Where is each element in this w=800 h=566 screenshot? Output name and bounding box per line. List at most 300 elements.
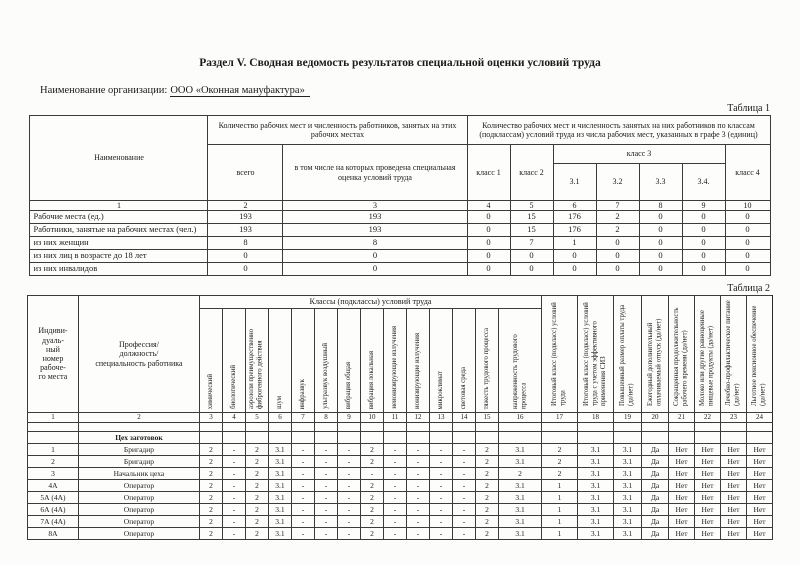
- empty-cell: [222, 432, 245, 444]
- column-number-cell: 4: [222, 413, 245, 423]
- empty-cell: [291, 432, 314, 444]
- vertical-label: Повышенный размер оплаты труда (да/нет): [619, 304, 635, 406]
- value-cell: -: [383, 468, 406, 480]
- table2-row: [27, 528, 772, 540]
- value-cell: 3.1: [268, 528, 291, 540]
- empty-cell: [498, 432, 541, 444]
- table1-row: [30, 224, 770, 237]
- value-cell: -: [337, 480, 360, 492]
- empty-cell: [27, 432, 78, 444]
- empty-cell: [747, 423, 773, 432]
- value-cell: 0: [682, 237, 725, 250]
- value-cell: Нет: [695, 444, 721, 456]
- section-row: [27, 432, 772, 444]
- profession-cell: Оператор: [78, 492, 199, 504]
- column-number-cell: 22: [695, 413, 721, 423]
- vertical-label: вибрация локальная: [367, 350, 375, 409]
- workplace-number-cell: 5А (4А): [27, 492, 78, 504]
- summary-table-1: [29, 115, 770, 276]
- value-cell: -: [429, 480, 452, 492]
- table1-header-total: всего: [208, 145, 283, 201]
- spacer-row: [27, 423, 772, 432]
- table1-header-assessed: в том числе на которых проведена специальная оценка условий труда: [283, 145, 467, 201]
- empty-cell: [669, 423, 695, 432]
- value-cell: Нет: [695, 528, 721, 540]
- table1-header-class3-sub: 3.2: [596, 164, 639, 201]
- factor-column-header: [314, 309, 337, 413]
- empty-cell: [429, 432, 452, 444]
- value-cell: 2: [245, 516, 268, 528]
- factor-column-header: [291, 309, 314, 413]
- page-title: Раздел V. Сводная ведомость результатов специальной оценки условий труда: [199, 57, 601, 69]
- value-cell: -: [291, 456, 314, 468]
- column-number-cell: 5: [510, 201, 553, 211]
- factor-column-header: [406, 309, 429, 413]
- value-cell: 1: [542, 516, 578, 528]
- value-cell: -: [452, 456, 475, 468]
- empty-cell: [78, 423, 199, 432]
- empty-cell: [542, 423, 578, 432]
- value-cell: 2: [245, 444, 268, 456]
- value-cell: 2: [360, 504, 383, 516]
- value-cell: -: [314, 468, 337, 480]
- value-cell: 3.1: [578, 480, 614, 492]
- table1-header-class3-sub: 3.4.: [682, 164, 725, 201]
- empty-cell: [669, 432, 695, 444]
- empty-cell: [721, 432, 747, 444]
- value-cell: Нет: [695, 468, 721, 480]
- column-number-cell: 14: [452, 413, 475, 423]
- value-cell: -: [314, 456, 337, 468]
- vertical-label: аэрозоли преимущественно фиброгенного действия: [248, 328, 264, 409]
- value-cell: Нет: [669, 528, 695, 540]
- value-cell: 176: [553, 224, 596, 237]
- value-cell: 3.1: [498, 528, 541, 540]
- value-cell: Нет: [721, 468, 747, 480]
- value-cell: 1: [542, 528, 578, 540]
- result-column-header: [642, 296, 669, 413]
- vertical-label: инфразвук: [298, 378, 306, 409]
- value-cell: -: [406, 444, 429, 456]
- value-cell: 2: [542, 456, 578, 468]
- table1-row: [30, 263, 770, 276]
- value-cell: -: [314, 492, 337, 504]
- value-cell: 2: [245, 456, 268, 468]
- value-cell: 2: [498, 468, 541, 480]
- value-cell: 0: [283, 263, 467, 276]
- value-cell: -: [383, 444, 406, 456]
- value-cell: Да: [642, 456, 669, 468]
- empty-cell: [452, 423, 475, 432]
- value-cell: 3.1: [614, 480, 642, 492]
- value-cell: -: [337, 456, 360, 468]
- table2-header-profession: Профессия/ должность/ специальность работника: [78, 296, 199, 413]
- value-cell: Да: [642, 480, 669, 492]
- value-cell: 1: [542, 480, 578, 492]
- value-cell: 3.1: [614, 528, 642, 540]
- profession-cell: Бригадир: [78, 456, 199, 468]
- value-cell: Нет: [669, 504, 695, 516]
- vertical-label: Ежегодный дополнительный оплачиваемый отпуск (да/нет): [646, 318, 663, 406]
- empty-cell: [291, 423, 314, 432]
- vertical-label: Итоговый класс (подкласс) условий труда с учетом эффективного применения СИЗ: [582, 302, 607, 406]
- value-cell: -: [222, 468, 245, 480]
- value-cell: 2: [542, 468, 578, 480]
- value-cell: Нет: [747, 444, 773, 456]
- column-number-cell: 23: [721, 413, 747, 423]
- value-cell: -: [429, 516, 452, 528]
- value-cell: 15: [510, 224, 553, 237]
- column-number-cell: 7: [291, 413, 314, 423]
- value-cell: -: [406, 456, 429, 468]
- value-cell: 1: [542, 492, 578, 504]
- value-cell: -: [452, 468, 475, 480]
- factor-column-header: [199, 309, 222, 413]
- value-cell: 3.1: [498, 492, 541, 504]
- value-cell: 0: [596, 250, 639, 263]
- factor-column-header: [383, 309, 406, 413]
- table2-caption: Таблица 2: [727, 283, 770, 294]
- value-cell: 0: [682, 250, 725, 263]
- vertical-label: химический: [206, 373, 214, 409]
- row-label-cell: Рабочие места (ед.): [30, 211, 208, 224]
- table2-row: [27, 444, 772, 456]
- value-cell: Нет: [747, 456, 773, 468]
- value-cell: 2: [475, 528, 498, 540]
- value-cell: 0: [725, 263, 770, 276]
- empty-cell: [406, 432, 429, 444]
- row-label-cell: из них женщин: [30, 237, 208, 250]
- vertical-label: ультразвук воздушный: [321, 343, 329, 409]
- value-cell: -: [429, 504, 452, 516]
- value-cell: 1: [542, 504, 578, 516]
- empty-cell: [578, 423, 614, 432]
- column-number-cell: 17: [542, 413, 578, 423]
- column-number-cell: 9: [337, 413, 360, 423]
- column-number-cell: 9: [682, 201, 725, 211]
- value-cell: -: [452, 444, 475, 456]
- column-number-cell: 7: [596, 201, 639, 211]
- value-cell: Нет: [721, 456, 747, 468]
- value-cell: 2: [360, 456, 383, 468]
- value-cell: 2: [245, 480, 268, 492]
- column-number-cell: 3: [283, 201, 467, 211]
- profession-cell: Оператор: [78, 528, 199, 540]
- result-column-header: [542, 296, 578, 413]
- value-cell: -: [406, 516, 429, 528]
- empty-cell: [695, 423, 721, 432]
- value-cell: 193: [208, 211, 283, 224]
- table1-row: [30, 250, 770, 263]
- value-cell: 3.1: [578, 468, 614, 480]
- empty-cell: [337, 432, 360, 444]
- value-cell: -: [452, 492, 475, 504]
- value-cell: 0: [639, 237, 682, 250]
- value-cell: -: [429, 456, 452, 468]
- workplace-number-cell: 7А (4А): [27, 516, 78, 528]
- organization-name: ООО «Оконная мануфактура»: [170, 85, 310, 97]
- empty-cell: [383, 423, 406, 432]
- value-cell: -: [337, 444, 360, 456]
- vertical-label: Итоговый класс (подкласс) условий труда: [551, 302, 567, 406]
- empty-cell: [314, 432, 337, 444]
- column-number-cell: 13: [429, 413, 452, 423]
- table2-row: [27, 516, 772, 528]
- column-number-cell: 16: [498, 413, 541, 423]
- empty-cell: [695, 432, 721, 444]
- value-cell: 0: [639, 211, 682, 224]
- value-cell: -: [337, 528, 360, 540]
- value-cell: Да: [642, 516, 669, 528]
- value-cell: 7: [510, 237, 553, 250]
- value-cell: 0: [553, 250, 596, 263]
- row-label-cell: из них инвалидов: [30, 263, 208, 276]
- empty-cell: [747, 432, 773, 444]
- empty-cell: [222, 423, 245, 432]
- value-cell: 3.1: [498, 504, 541, 516]
- value-cell: 2: [199, 516, 222, 528]
- table1-header-name: Наименование: [30, 116, 208, 201]
- workplace-number-cell: 6А (4А): [27, 504, 78, 516]
- value-cell: -: [406, 504, 429, 516]
- value-cell: 3.1: [578, 504, 614, 516]
- value-cell: 3.1: [614, 444, 642, 456]
- value-cell: Нет: [747, 516, 773, 528]
- column-number-cell: 2: [78, 413, 199, 423]
- value-cell: 3.1: [498, 516, 541, 528]
- value-cell: 2: [475, 504, 498, 516]
- value-cell: -: [383, 528, 406, 540]
- column-number-cell: 5: [245, 413, 268, 423]
- empty-cell: [337, 423, 360, 432]
- value-cell: Да: [642, 492, 669, 504]
- value-cell: 2: [199, 492, 222, 504]
- value-cell: 2: [596, 224, 639, 237]
- empty-cell: [429, 423, 452, 432]
- value-cell: 0: [467, 250, 510, 263]
- column-number-cell: 3: [199, 413, 222, 423]
- value-cell: 2: [199, 504, 222, 516]
- column-number-cell: 20: [642, 413, 669, 423]
- value-cell: 0: [596, 237, 639, 250]
- value-cell: 0: [682, 263, 725, 276]
- table1-header-class3-sub: 3.3: [639, 164, 682, 201]
- value-cell: 0: [467, 224, 510, 237]
- table2-row: [27, 456, 772, 468]
- value-cell: 3.1: [578, 516, 614, 528]
- value-cell: Да: [642, 504, 669, 516]
- value-cell: Нет: [721, 444, 747, 456]
- empty-cell: [475, 423, 498, 432]
- value-cell: 0: [467, 211, 510, 224]
- value-cell: 0: [510, 263, 553, 276]
- column-number-cell: 18: [578, 413, 614, 423]
- value-cell: Нет: [721, 480, 747, 492]
- vertical-label: неионизирующие излучения: [390, 326, 398, 409]
- value-cell: 0: [639, 250, 682, 263]
- value-cell: 2: [199, 456, 222, 468]
- table1-row: [30, 211, 770, 224]
- result-column-header: [695, 296, 721, 413]
- value-cell: 2: [360, 528, 383, 540]
- value-cell: Нет: [669, 456, 695, 468]
- value-cell: 2: [360, 480, 383, 492]
- column-number-cell: 1: [30, 201, 208, 211]
- value-cell: -: [222, 516, 245, 528]
- value-cell: 0: [208, 250, 283, 263]
- table1-header-class3: класс 3: [553, 145, 725, 164]
- empty-cell: [614, 423, 642, 432]
- value-cell: Да: [642, 528, 669, 540]
- table2-header-classes-group: Классы (подклассы) условий труда: [199, 296, 541, 309]
- value-cell: -: [383, 456, 406, 468]
- vertical-label: вибрация общая: [344, 361, 352, 409]
- value-cell: Нет: [721, 492, 747, 504]
- value-cell: 2: [245, 528, 268, 540]
- value-cell: 15: [510, 211, 553, 224]
- factor-column-header: [429, 309, 452, 413]
- column-number-cell: 2: [208, 201, 283, 211]
- vertical-label: Сокращенная продолжительность рабочего времени (да/нет): [673, 307, 689, 406]
- value-cell: 3.1: [578, 492, 614, 504]
- value-cell: 2: [475, 492, 498, 504]
- result-column-header: [578, 296, 614, 413]
- column-number-cell: 4: [467, 201, 510, 211]
- result-column-header: [669, 296, 695, 413]
- empty-cell: [360, 432, 383, 444]
- value-cell: 3.1: [578, 456, 614, 468]
- value-cell: 2: [199, 444, 222, 456]
- empty-cell: [383, 432, 406, 444]
- table1-header-group-workplaces: Количество рабочих мест и численность работников, занятых на этих рабочих местах: [208, 116, 467, 145]
- value-cell: Нет: [695, 492, 721, 504]
- value-cell: Нет: [747, 468, 773, 480]
- value-cell: 0: [639, 263, 682, 276]
- value-cell: 3.1: [268, 456, 291, 468]
- empty-cell: [406, 423, 429, 432]
- value-cell: -: [337, 468, 360, 480]
- empty-cell: [642, 423, 669, 432]
- column-number-cell: 8: [639, 201, 682, 211]
- value-cell: 2: [199, 528, 222, 540]
- value-cell: 2: [360, 516, 383, 528]
- value-cell: 0: [682, 211, 725, 224]
- value-cell: Нет: [669, 444, 695, 456]
- column-number-cell: 24: [747, 413, 773, 423]
- value-cell: Нет: [747, 492, 773, 504]
- empty-cell: [199, 423, 222, 432]
- value-cell: Нет: [669, 480, 695, 492]
- value-cell: 3.1: [578, 444, 614, 456]
- value-cell: 0: [467, 237, 510, 250]
- table2-row: [27, 492, 772, 504]
- value-cell: 2: [475, 468, 498, 480]
- value-cell: Нет: [721, 528, 747, 540]
- organization-label: Наименование организации:: [40, 85, 168, 96]
- table2-header-workplace-number: Индиви- дуаль- ный номер рабоче- го места: [27, 296, 78, 413]
- value-cell: 2: [360, 492, 383, 504]
- factor-column-header: [245, 309, 268, 413]
- value-cell: 3.1: [498, 456, 541, 468]
- row-label-cell: из них лиц в возрасте до 18 лет: [30, 250, 208, 263]
- vertical-label: шум: [275, 396, 283, 409]
- empty-cell: [542, 432, 578, 444]
- factor-column-header: [337, 309, 360, 413]
- value-cell: 0: [639, 224, 682, 237]
- value-cell: -: [360, 468, 383, 480]
- empty-cell: [268, 432, 291, 444]
- value-cell: 2: [199, 468, 222, 480]
- value-cell: -: [383, 516, 406, 528]
- empty-cell: [245, 432, 268, 444]
- value-cell: 2: [245, 504, 268, 516]
- factor-column-header: [268, 309, 291, 413]
- value-cell: -: [383, 480, 406, 492]
- value-cell: Да: [642, 444, 669, 456]
- empty-cell: [27, 423, 78, 432]
- value-cell: 0: [553, 263, 596, 276]
- organization-line: [40, 85, 800, 96]
- empty-cell: [578, 432, 614, 444]
- value-cell: 0: [283, 250, 467, 263]
- value-cell: Нет: [669, 492, 695, 504]
- column-number-cell: 1: [27, 413, 78, 423]
- value-cell: 0: [467, 263, 510, 276]
- value-cell: 0: [725, 237, 770, 250]
- table1-header-group-classes: Количество рабочих мест и численность занятых на них работников по классам (подклассам) условий труда из числа рабочих мест, указанных в графе 3 (единиц): [467, 116, 770, 145]
- value-cell: 0: [725, 224, 770, 237]
- profession-cell: Оператор: [78, 480, 199, 492]
- value-cell: -: [383, 492, 406, 504]
- value-cell: Нет: [747, 480, 773, 492]
- value-cell: 0: [510, 250, 553, 263]
- value-cell: 3.1: [614, 492, 642, 504]
- value-cell: -: [429, 528, 452, 540]
- value-cell: 3.1: [268, 468, 291, 480]
- value-cell: -: [222, 504, 245, 516]
- value-cell: -: [337, 504, 360, 516]
- value-cell: Да: [642, 468, 669, 480]
- value-cell: Нет: [695, 516, 721, 528]
- profession-cell: Оператор: [78, 504, 199, 516]
- value-cell: 193: [283, 211, 467, 224]
- value-cell: -: [314, 480, 337, 492]
- empty-cell: [360, 423, 383, 432]
- value-cell: 2: [245, 492, 268, 504]
- value-cell: 2: [542, 444, 578, 456]
- factor-column-header: [475, 309, 498, 413]
- value-cell: 0: [682, 224, 725, 237]
- column-number-cell: 15: [475, 413, 498, 423]
- vertical-label: Льготное пенсионное обеспечение (да/нет): [751, 305, 767, 406]
- column-number-cell: 11: [383, 413, 406, 423]
- vertical-label: тяжесть трудового процесса: [482, 327, 490, 409]
- value-cell: 2: [199, 480, 222, 492]
- summary-table-2: [27, 295, 773, 540]
- table2-row: [27, 468, 772, 480]
- value-cell: 2: [596, 211, 639, 224]
- factor-column-header: [222, 309, 245, 413]
- value-cell: Нет: [747, 504, 773, 516]
- empty-cell: [642, 432, 669, 444]
- value-cell: -: [452, 504, 475, 516]
- value-cell: -: [337, 516, 360, 528]
- profession-cell: Оператор: [78, 516, 199, 528]
- value-cell: Нет: [669, 468, 695, 480]
- value-cell: 3.1: [614, 504, 642, 516]
- value-cell: 3.1: [578, 528, 614, 540]
- vertical-label: напряженность трудового процесса: [511, 334, 527, 409]
